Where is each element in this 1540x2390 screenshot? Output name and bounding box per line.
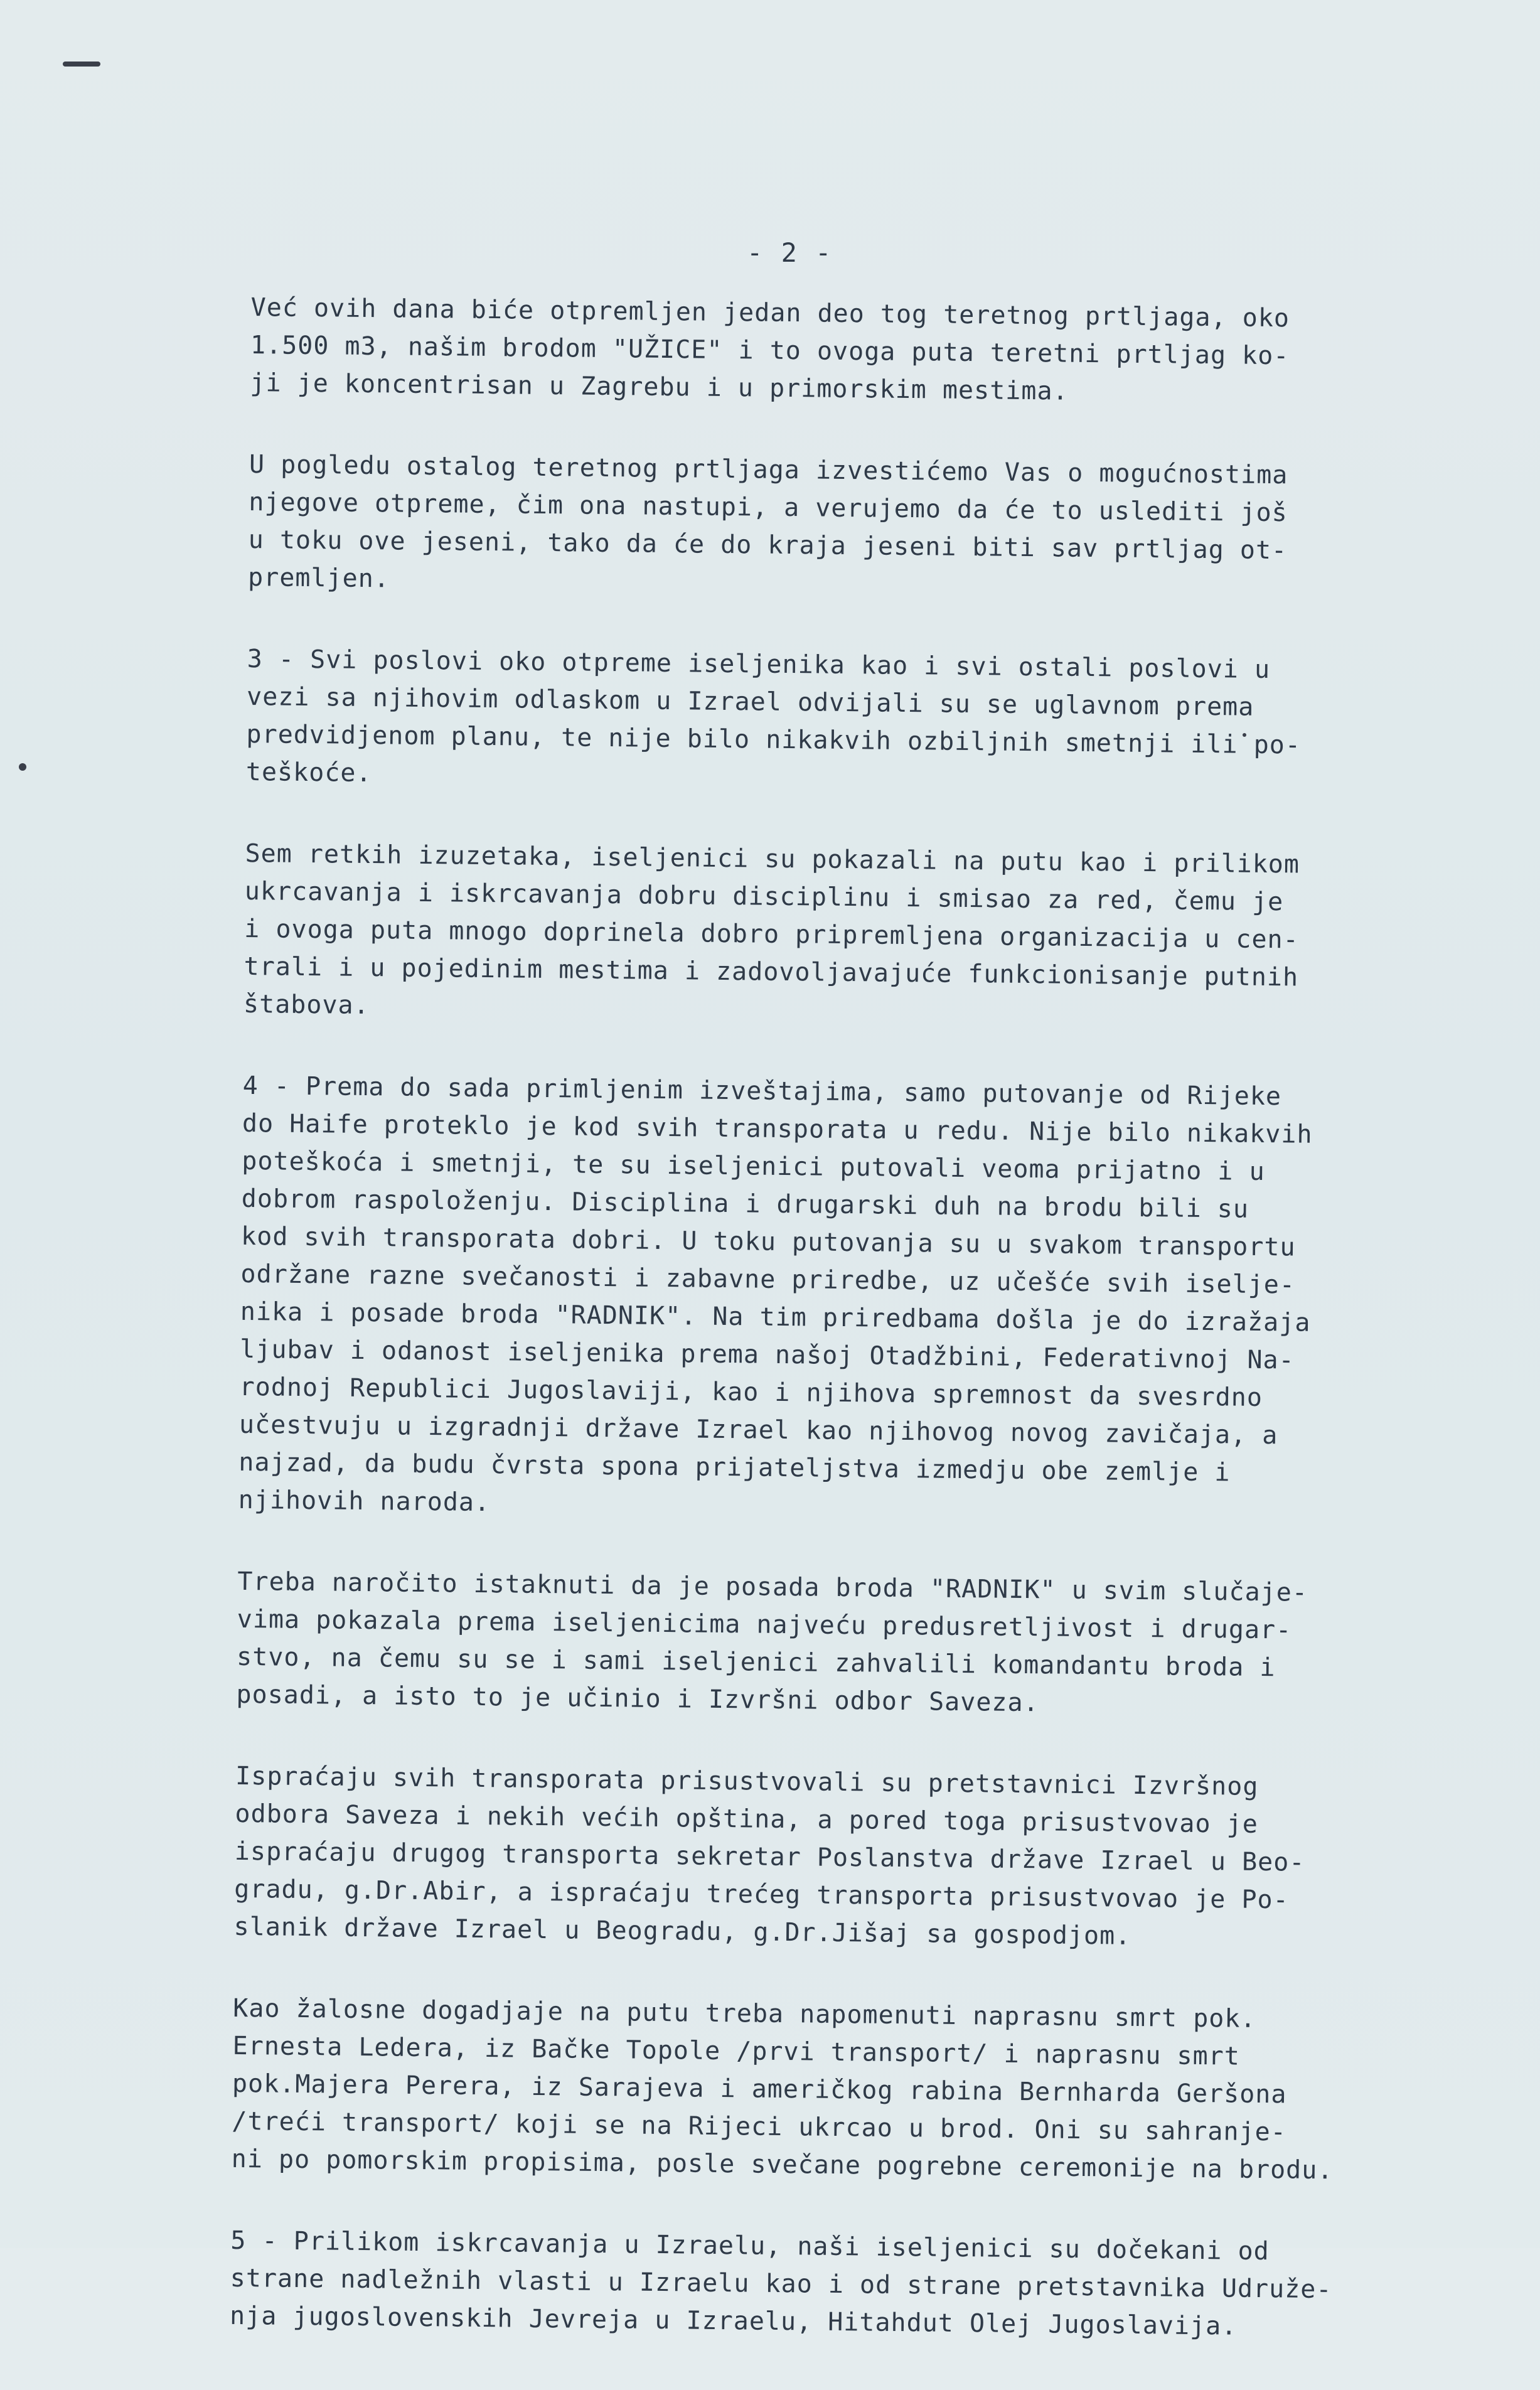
text-line: ukrcavanja i iskrcavanja dobru disciplinu i smisao za red, čemu je [244,876,1284,917]
paragraph [231,1990,1350,2190]
text-line: njihovih naroda. [238,1485,491,1518]
text-line: predvidjenom planu, te nije bilo nikakvih ozbiljnih smetnji ili po- [246,719,1302,760]
text-line: 3 - Svi poslovi oko otpreme iseljenika kao i svi ostali poslovi u [247,644,1271,685]
text-line: poteškoća i smetnji, te su iseljenici putovali veoma prijatno i u [242,1146,1265,1186]
paragraph [246,640,1364,803]
text-line: Ernesta Ledera, iz Bačke Topole /prvi transport/ i naprasnu smrt [232,2031,1241,2071]
text-line: najzad, da budu čvrsta spona prijateljstva izmedju obe zemlje i [238,1447,1231,1487]
text-line: nja jugoslovenskih Jevreja u Izraelu, Hitahdut Olej Jugoslavija. [229,2301,1238,2341]
paragraph [236,1563,1354,1725]
text-line: odbora Saveza i nekih većih opština, a pored toga prisustvovao je [235,1799,1259,1839]
text-line: premljen. [247,562,390,594]
text-line: Već ovih dana biće otpremljen jedan deo tog teretnog prtljaga, oko [250,292,1290,333]
text-line: ispraćaju drugog transporta sekretar Poslanstva države Izrael u Beo- [234,1836,1305,1877]
letter-body [229,289,1368,2390]
text-line: Treba naročito istaknuti da je posada broda "RADNIK" u svim slučaje- [237,1567,1308,1607]
text-line: i ovoga puta mnogo doprinela dobro pripremljena organizacija u cen- [244,914,1299,955]
text-line: U pogledu ostalog teretnog prtljaga izvestićemo Vas o mogućnostima [249,449,1288,490]
paragraph [238,1067,1359,1531]
ink-speck [63,62,100,67]
text-line: učestvuju u izgradnji države Izrael kao njihovog novog zavičaja, a [238,1410,1278,1450]
text-line: kod svih transporata dobri. U toku putovanja su u svakom transportu [240,1221,1296,1262]
text-line: 1.500 m3, našim brodom "UŽICE" i to ovoga puta teretni prtljag ko- [250,330,1290,371]
paragraph [250,289,1368,414]
text-line: vima pokazala prema iseljenicima najveću predusretljivost i drugar- [237,1604,1292,1645]
text-line: ni po pomorskim propisima, posle svečane pogrebne ceremonije na brodu. [231,2144,1334,2185]
text-line: strane nadležnih vlasti u Izraelu kao i od strane pretstavnika Udruže- [230,2263,1332,2305]
text-line: rodnoj Republici Jugoslaviji, kao i njihova spremnost da svesrdno [239,1372,1263,1412]
text-line: ji je koncentrisan u Zagrebu i u primorskim mestima. [250,368,1069,406]
text-line: do Haife proteklo je kod svih transporata u redu. Nije bilo nikakvih [242,1108,1313,1149]
text-line: dobrom raspoloženju. Disciplina i drugarski duh na brodu bili su [241,1184,1249,1224]
text-line: Ispraćaju svih transporata prisustvovali su pretstavnici Izvršnog [235,1761,1259,1801]
text-line: njegove otpreme, čim ona nastupi, a verujemo da će to uslediti još [249,487,1288,528]
paragraph [243,835,1362,1035]
text-line: održane razne svečanosti i zabavne priredbe, uz učešće svih iselje- [240,1259,1296,1300]
text-line: 5 - Prilikom iskrcavanja u Izraelu, naši iseljenici su dočekani od [230,2226,1270,2266]
text-line: gradu, g.Dr.Abir, a ispraćaju trećeg transporta prisustvovao je Po- [234,1874,1289,1915]
text-line: štabova. [243,989,370,1021]
text-line: 4 - Prema do sada primljenim izveštajima, samo putovanje od Rijeke [242,1071,1282,1112]
text-line: Kao žalosne dogadjaje na putu treba napomenuti naprasnu smrt pok. [233,1993,1256,2034]
page-number: - 2 - [747,237,833,268]
text-line: vezi sa njihovim odlaskom u Izrael odvijali su se uglavnom prema [246,682,1254,722]
text-line: trali i u pojedinim mestima i zadovoljavajuće funkcionisanje putnih [243,951,1299,992]
text-line: posadi, a isto to je učinio i Izvršni odbor Saveza. [236,1680,1039,1718]
text-line: teškoće. [245,757,372,788]
text-line: Sem retkih izuzetaka, iseljenici su pokazali na putu kao i prilikom [245,839,1300,879]
text-line: u toku ove jeseni, tako da će do kraja jeseni biti sav prtljag ot- [248,525,1288,565]
text-line: pok.Majera Perera, iz Sarajeva i američkog rabina Bernharda Geršona [232,2069,1287,2109]
text-line: /treći transport/ koji se na Rijeci ukrcao u brod. Oni su sahranje- [232,2106,1287,2147]
text-line: slanik države Izrael u Beogradu, g.Dr.Jišaj sa gospodjom. [233,1912,1131,1951]
text-line: nika i posade broda "RADNIK". Na tim priredbama došla je do izražaja [240,1297,1311,1337]
ink-speck [19,763,26,771]
paragraph [233,1757,1352,1958]
paragraph [230,2222,1348,2347]
text-line: stvo, na čemu su se i sami iseljenici zahvalili komandantu broda i [236,1642,1276,1683]
paragraph [248,446,1366,608]
text-line: ljubav i odanost iseljenika prema našoj Otadžbini, Federativnoj Na- [240,1334,1295,1375]
